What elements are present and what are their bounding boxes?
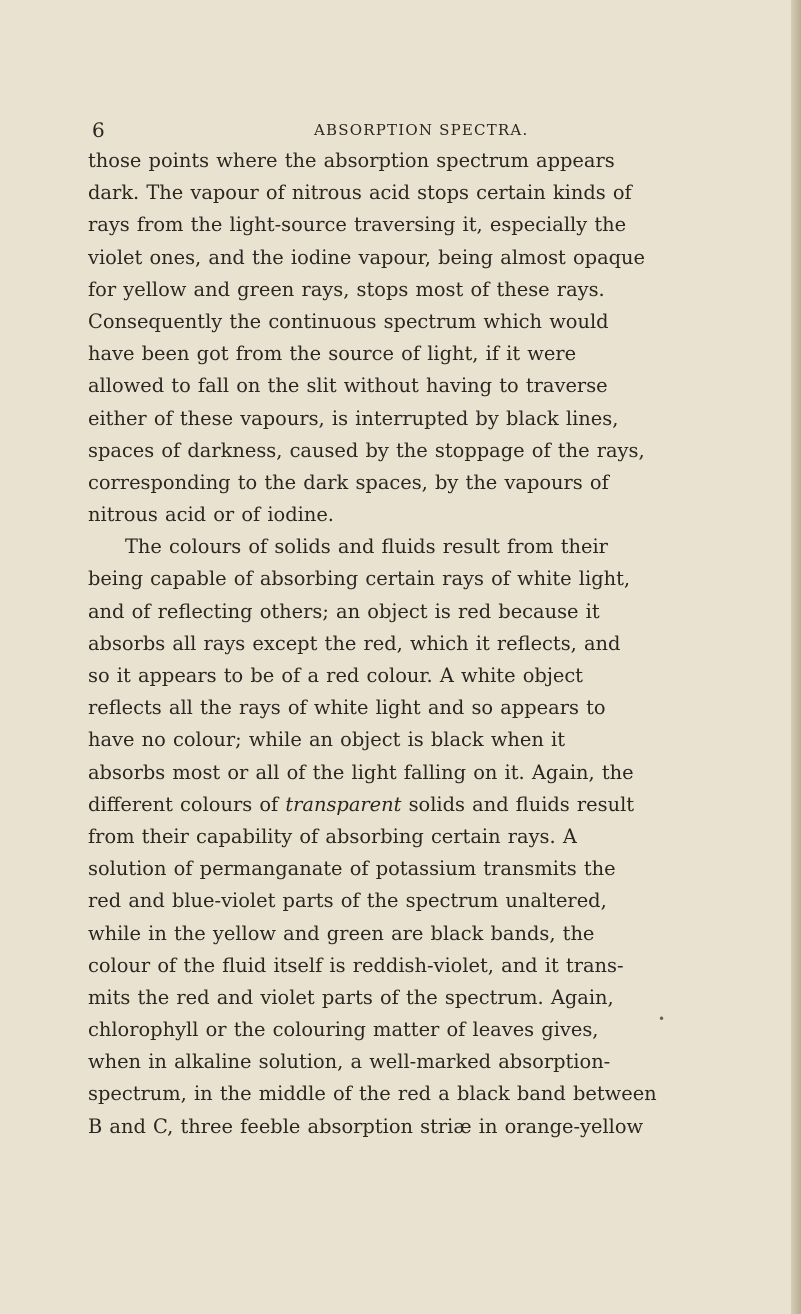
text-line: rays from the light-source traversing it, especially the <box>88 213 627 237</box>
text-line: absorbs all rays except the red, which it reflects, and <box>88 631 621 655</box>
text-line: so it appears to be of a red colour. A white object <box>88 664 583 687</box>
page-number: 6 <box>92 118 105 142</box>
text-line: have been got from the source of light, if it were <box>88 342 577 366</box>
text-line: either of these vapours, is interrupted by black lines, <box>88 406 619 430</box>
emphasis-transparent: transparent <box>285 792 402 816</box>
text-line: Consequently the continuous spectrum which would <box>88 309 609 333</box>
text-segment: solids and fluids result <box>401 792 635 816</box>
text-line: solution of permanganate of potassium transmits the <box>88 857 616 881</box>
text-line: absorbs most or all of the light falling on it. Again, the <box>88 760 634 784</box>
text-segment: different colours of <box>88 792 286 816</box>
text-line: reflects all the rays of white light and so appears to <box>88 696 606 720</box>
text-line: those points where the absorption spectrum appears <box>88 149 615 172</box>
text-line: allowed to fall on the slit without having to traverse <box>88 374 608 398</box>
text-line: B and C, three feeble absorption striæ in orange-yellow <box>88 1114 644 1138</box>
text-line: while in the yellow and green are black bands, the <box>88 921 595 945</box>
text-line: from their capability of absorbing certain rays. A <box>88 824 577 848</box>
text-line: when in alkaline solution, a well-marked absorption- <box>88 1050 611 1074</box>
text-line: violet ones, and the iodine vapour, being almost opaque <box>88 245 646 269</box>
text-line: colour of the fluid itself is reddish-violet, and it trans- <box>88 953 624 977</box>
running-title: ABSORPTION SPECTRA. <box>314 121 529 139</box>
text-line: corresponding to the dark spaces, by the vapours of <box>88 470 609 494</box>
page-header <box>92 116 732 144</box>
text-line: and of reflecting others; an object is red because it <box>88 599 600 623</box>
text-line <box>88 789 788 821</box>
text-line: spaces of darkness, caused by the stoppage of the rays, <box>88 438 645 462</box>
paragraph-start-line: The colours of solids and fluids result from their <box>125 535 608 559</box>
text-line: dark. The vapour of nitrous acid stops certain kinds of <box>88 181 632 205</box>
text-line: nitrous acid or of iodine. <box>88 503 334 527</box>
text-line: mits the red and violet parts of the spectrum. Again, <box>88 985 614 1009</box>
text-line: being capable of absorbing certain rays of white light, <box>88 567 631 591</box>
text-line: for yellow and green rays, stops most of these rays. <box>88 277 605 301</box>
page-edge <box>791 0 801 1314</box>
text-line: chlorophyll or the colouring matter of leaves gives, <box>88 1018 599 1042</box>
text-line: spectrum, in the middle of the red a black band between <box>88 1082 657 1106</box>
text-line: have no colour; while an object is black when it <box>88 728 566 752</box>
body-text <box>88 145 788 1143</box>
text-line: red and blue-violet parts of the spectrum unaltered, <box>88 889 607 913</box>
stray-mark: • <box>658 1012 666 1026</box>
